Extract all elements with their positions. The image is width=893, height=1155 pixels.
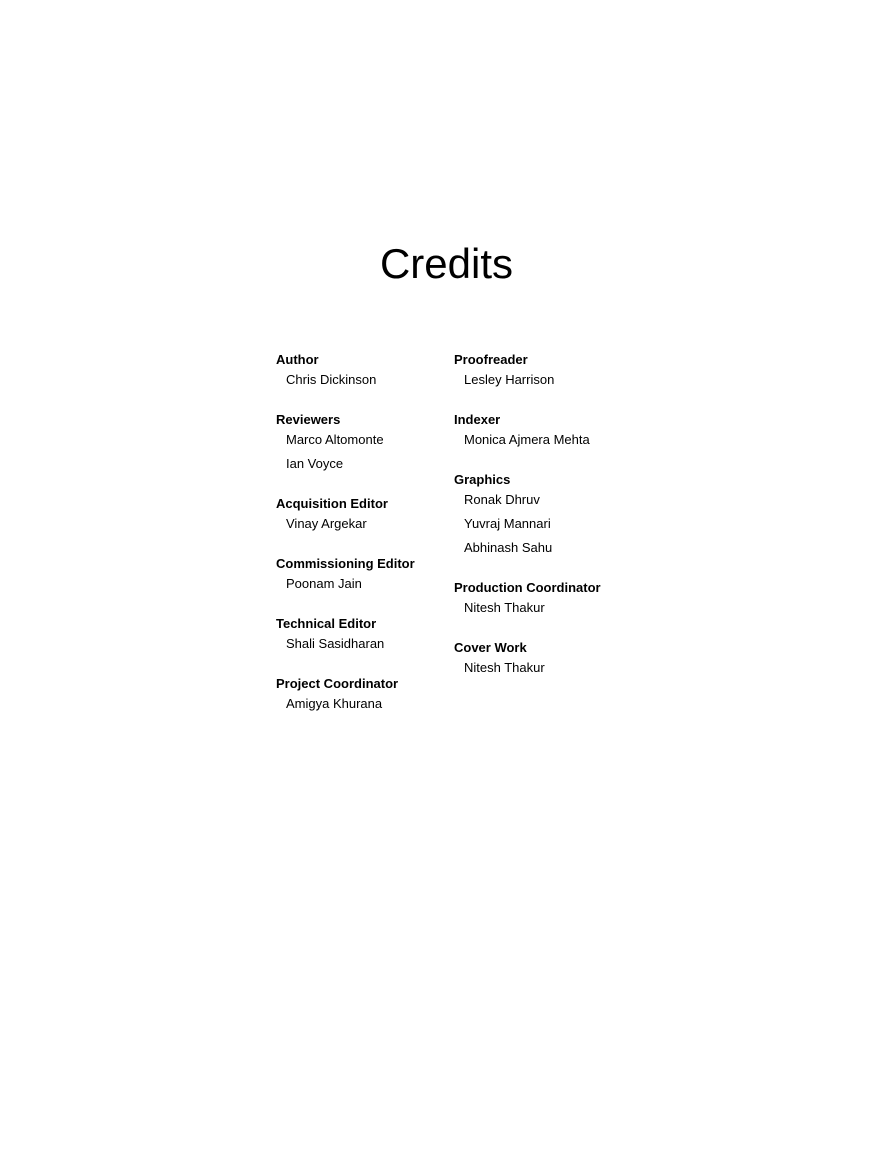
credit-role: Acquisition Editor — [276, 496, 388, 511]
credit-role: Production Coordinator — [454, 580, 601, 595]
credit-section-commissioning-editor — [276, 554, 451, 594]
credit-section-acquisition-editor — [276, 494, 451, 534]
credit-section-indexer — [454, 410, 654, 450]
credit-person: Yuvraj Mannari — [464, 516, 551, 531]
credit-section-graphics — [454, 470, 654, 558]
credit-role: Proofreader — [454, 352, 528, 367]
credit-role: Author — [276, 352, 319, 367]
credit-person: Vinay Argekar — [286, 516, 367, 531]
credit-person: Shali Sasidharan — [286, 636, 385, 651]
credit-person: Monica Ajmera Mehta — [464, 432, 590, 447]
credit-person: Abhinash Sahu — [464, 540, 553, 555]
credits-right-column — [454, 350, 654, 698]
credit-role: Reviewers — [276, 412, 341, 427]
credit-role: Project Coordinator — [276, 676, 399, 691]
credit-role: Commissioning Editor — [276, 556, 415, 571]
credit-person: Nitesh Thakur — [464, 600, 545, 615]
credit-section-production-coordinator — [454, 578, 654, 618]
credit-role: Cover Work — [454, 640, 527, 655]
credit-role: Graphics — [454, 472, 511, 487]
credit-section-author — [276, 350, 451, 390]
credit-section-technical-editor — [276, 614, 451, 654]
credit-person: Nitesh Thakur — [464, 660, 545, 675]
credit-person: Chris Dickinson — [286, 372, 377, 387]
page-title: Credits — [379, 240, 514, 287]
credit-person: Lesley Harrison — [464, 372, 555, 387]
credit-person: Marco Altomonte — [286, 432, 384, 447]
credits-left-column — [276, 350, 451, 734]
credit-person: Amigya Khurana — [286, 696, 383, 711]
credit-section-project-coordinator — [276, 674, 451, 714]
credit-person: Ronak Dhruv — [464, 492, 540, 507]
credit-person: Poonam Jain — [286, 576, 362, 591]
credit-role: Technical Editor — [276, 616, 377, 631]
credit-person: Ian Voyce — [286, 456, 344, 471]
credit-role: Indexer — [454, 412, 501, 427]
credit-section-proofreader — [454, 350, 654, 390]
credit-section-reviewers — [276, 410, 451, 474]
credit-section-cover-work — [454, 638, 654, 678]
